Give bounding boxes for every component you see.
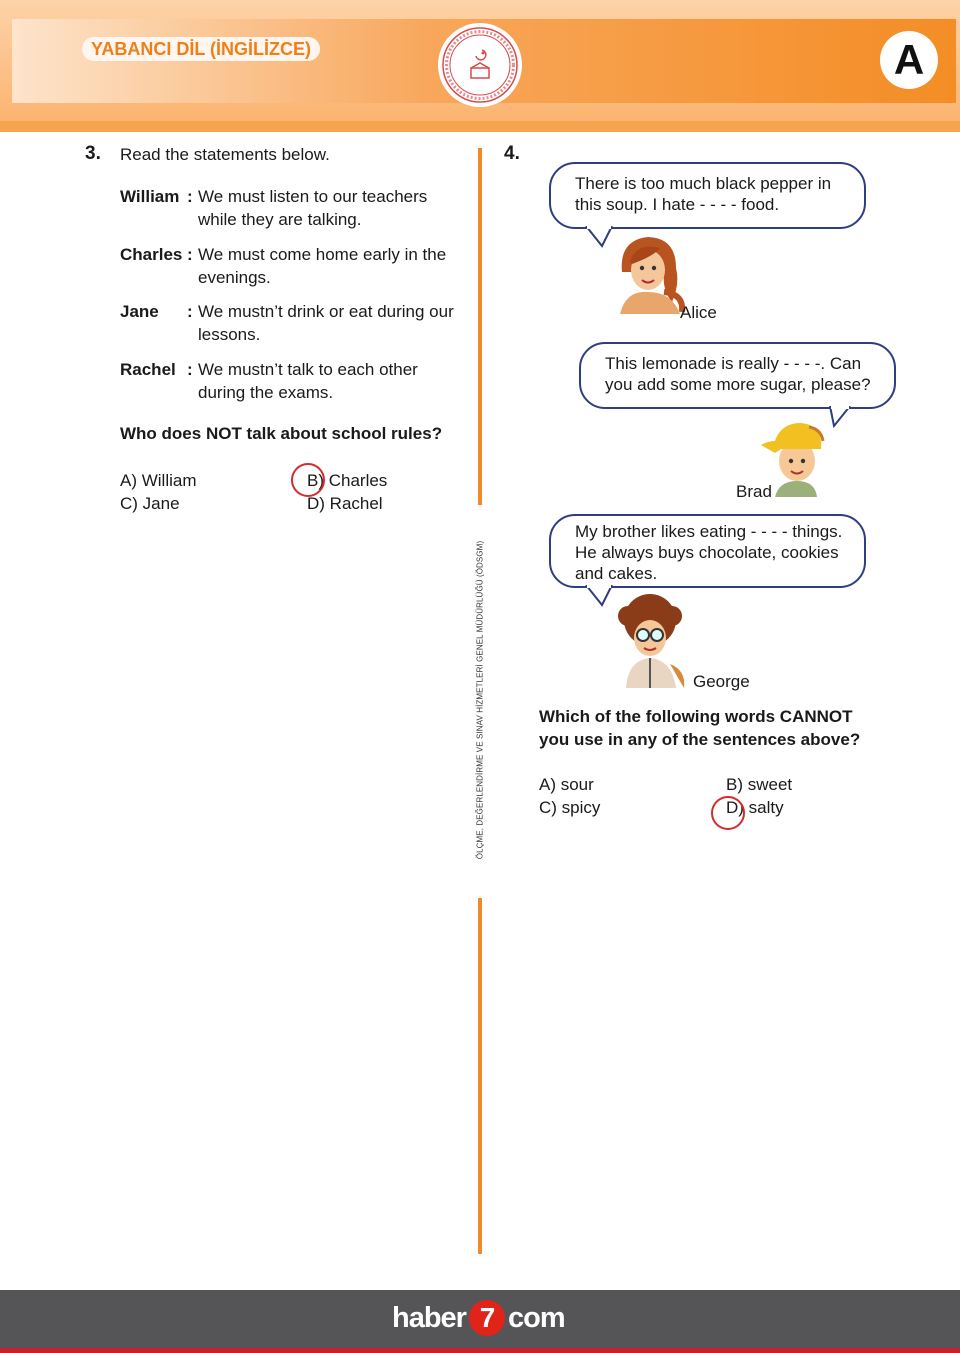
statement-colon: : — [187, 187, 193, 206]
statement-text: We must come home early in the evenings. — [198, 245, 447, 287]
q3-answer-mark — [291, 463, 325, 497]
q3-option-a[interactable]: A) William — [120, 471, 197, 490]
question-3-number: 3. — [85, 143, 101, 164]
speech-bubble-brad — [579, 342, 896, 409]
column-divider-top — [478, 148, 482, 505]
footer-accent-line — [0, 1348, 960, 1353]
statement-name: Charles — [120, 245, 183, 264]
q4-answer-mark — [711, 796, 745, 830]
q4-option-d[interactable]: D) salty — [726, 798, 784, 817]
logo-text-left: haber — [392, 1301, 466, 1334]
statement-name: Rachel — [120, 360, 176, 379]
logo-number-badge: 7 — [469, 1300, 505, 1336]
statement-william — [120, 185, 465, 231]
statement-text: We must listen to our teachers while they are talking. — [198, 187, 428, 229]
speech-bubble-george — [549, 514, 866, 588]
q4-option-a[interactable]: A) sour — [539, 775, 594, 794]
statement-text: We mustn’t talk to each other during the exams. — [198, 360, 418, 402]
speaker-name-george: George — [693, 672, 750, 691]
statement-colon: : — [187, 360, 193, 379]
ministry-seal-icon — [438, 23, 522, 107]
speech-text: My brother likes eating - - - - things. He always buys chocolate, cookies and cakes. — [575, 522, 843, 583]
george-avatar-icon — [614, 594, 690, 688]
statement-jane — [120, 300, 465, 346]
alice-avatar-icon — [614, 232, 692, 314]
speaker-name-brad: Brad — [736, 482, 772, 501]
statement-colon: : — [187, 245, 193, 264]
question-3-prompt: Who does NOT talk about school rules? — [120, 424, 443, 443]
question-4-number: 4. — [504, 143, 520, 164]
q4-option-c[interactable]: C) spicy — [539, 798, 601, 817]
booklet-type-badge: A — [880, 31, 938, 89]
statement-rachel — [120, 358, 465, 404]
subject-title: YABANCI DİL (İNGİLİZCE) — [82, 37, 320, 61]
question-4-prompt: Which of the following words CANNOT you use in any of the sentences above? — [539, 707, 861, 749]
statement-text: We mustn’t drink or eat during our lessons. — [198, 302, 454, 344]
q3-option-b[interactable]: B) Charles — [307, 471, 388, 490]
column-divider-bottom — [478, 898, 482, 1254]
side-note-text: ÖLÇME, DEĞERLENDİRME VE SINAV HİZMETLERİ GENEL MÜDÜRLÜĞÜ (ÖDSGM) — [475, 540, 485, 860]
q3-option-c[interactable]: C) Jane — [120, 494, 180, 513]
site-logo[interactable] — [392, 1298, 565, 1338]
speech-bubble-alice — [549, 162, 866, 229]
header-stripe — [0, 121, 960, 132]
logo-text-right: com — [507, 1301, 565, 1334]
speech-text: There is too much black pepper in this soup. I hate - - - - food. — [575, 174, 832, 214]
statement-name: William — [120, 187, 180, 206]
statement-charles — [120, 243, 465, 289]
q4-option-b[interactable]: B) sweet — [726, 775, 793, 794]
statement-name: Jane — [120, 302, 159, 321]
speaker-name-alice: Alice — [680, 303, 717, 322]
question-3-intro: Read the statements below. — [120, 145, 330, 164]
q3-option-d[interactable]: D) Rachel — [307, 494, 383, 513]
statement-colon: : — [187, 302, 193, 321]
speech-text: This lemonade is really - - - -. Can you add some more sugar, please? — [605, 354, 871, 394]
bubble-tail-icon — [826, 406, 862, 430]
